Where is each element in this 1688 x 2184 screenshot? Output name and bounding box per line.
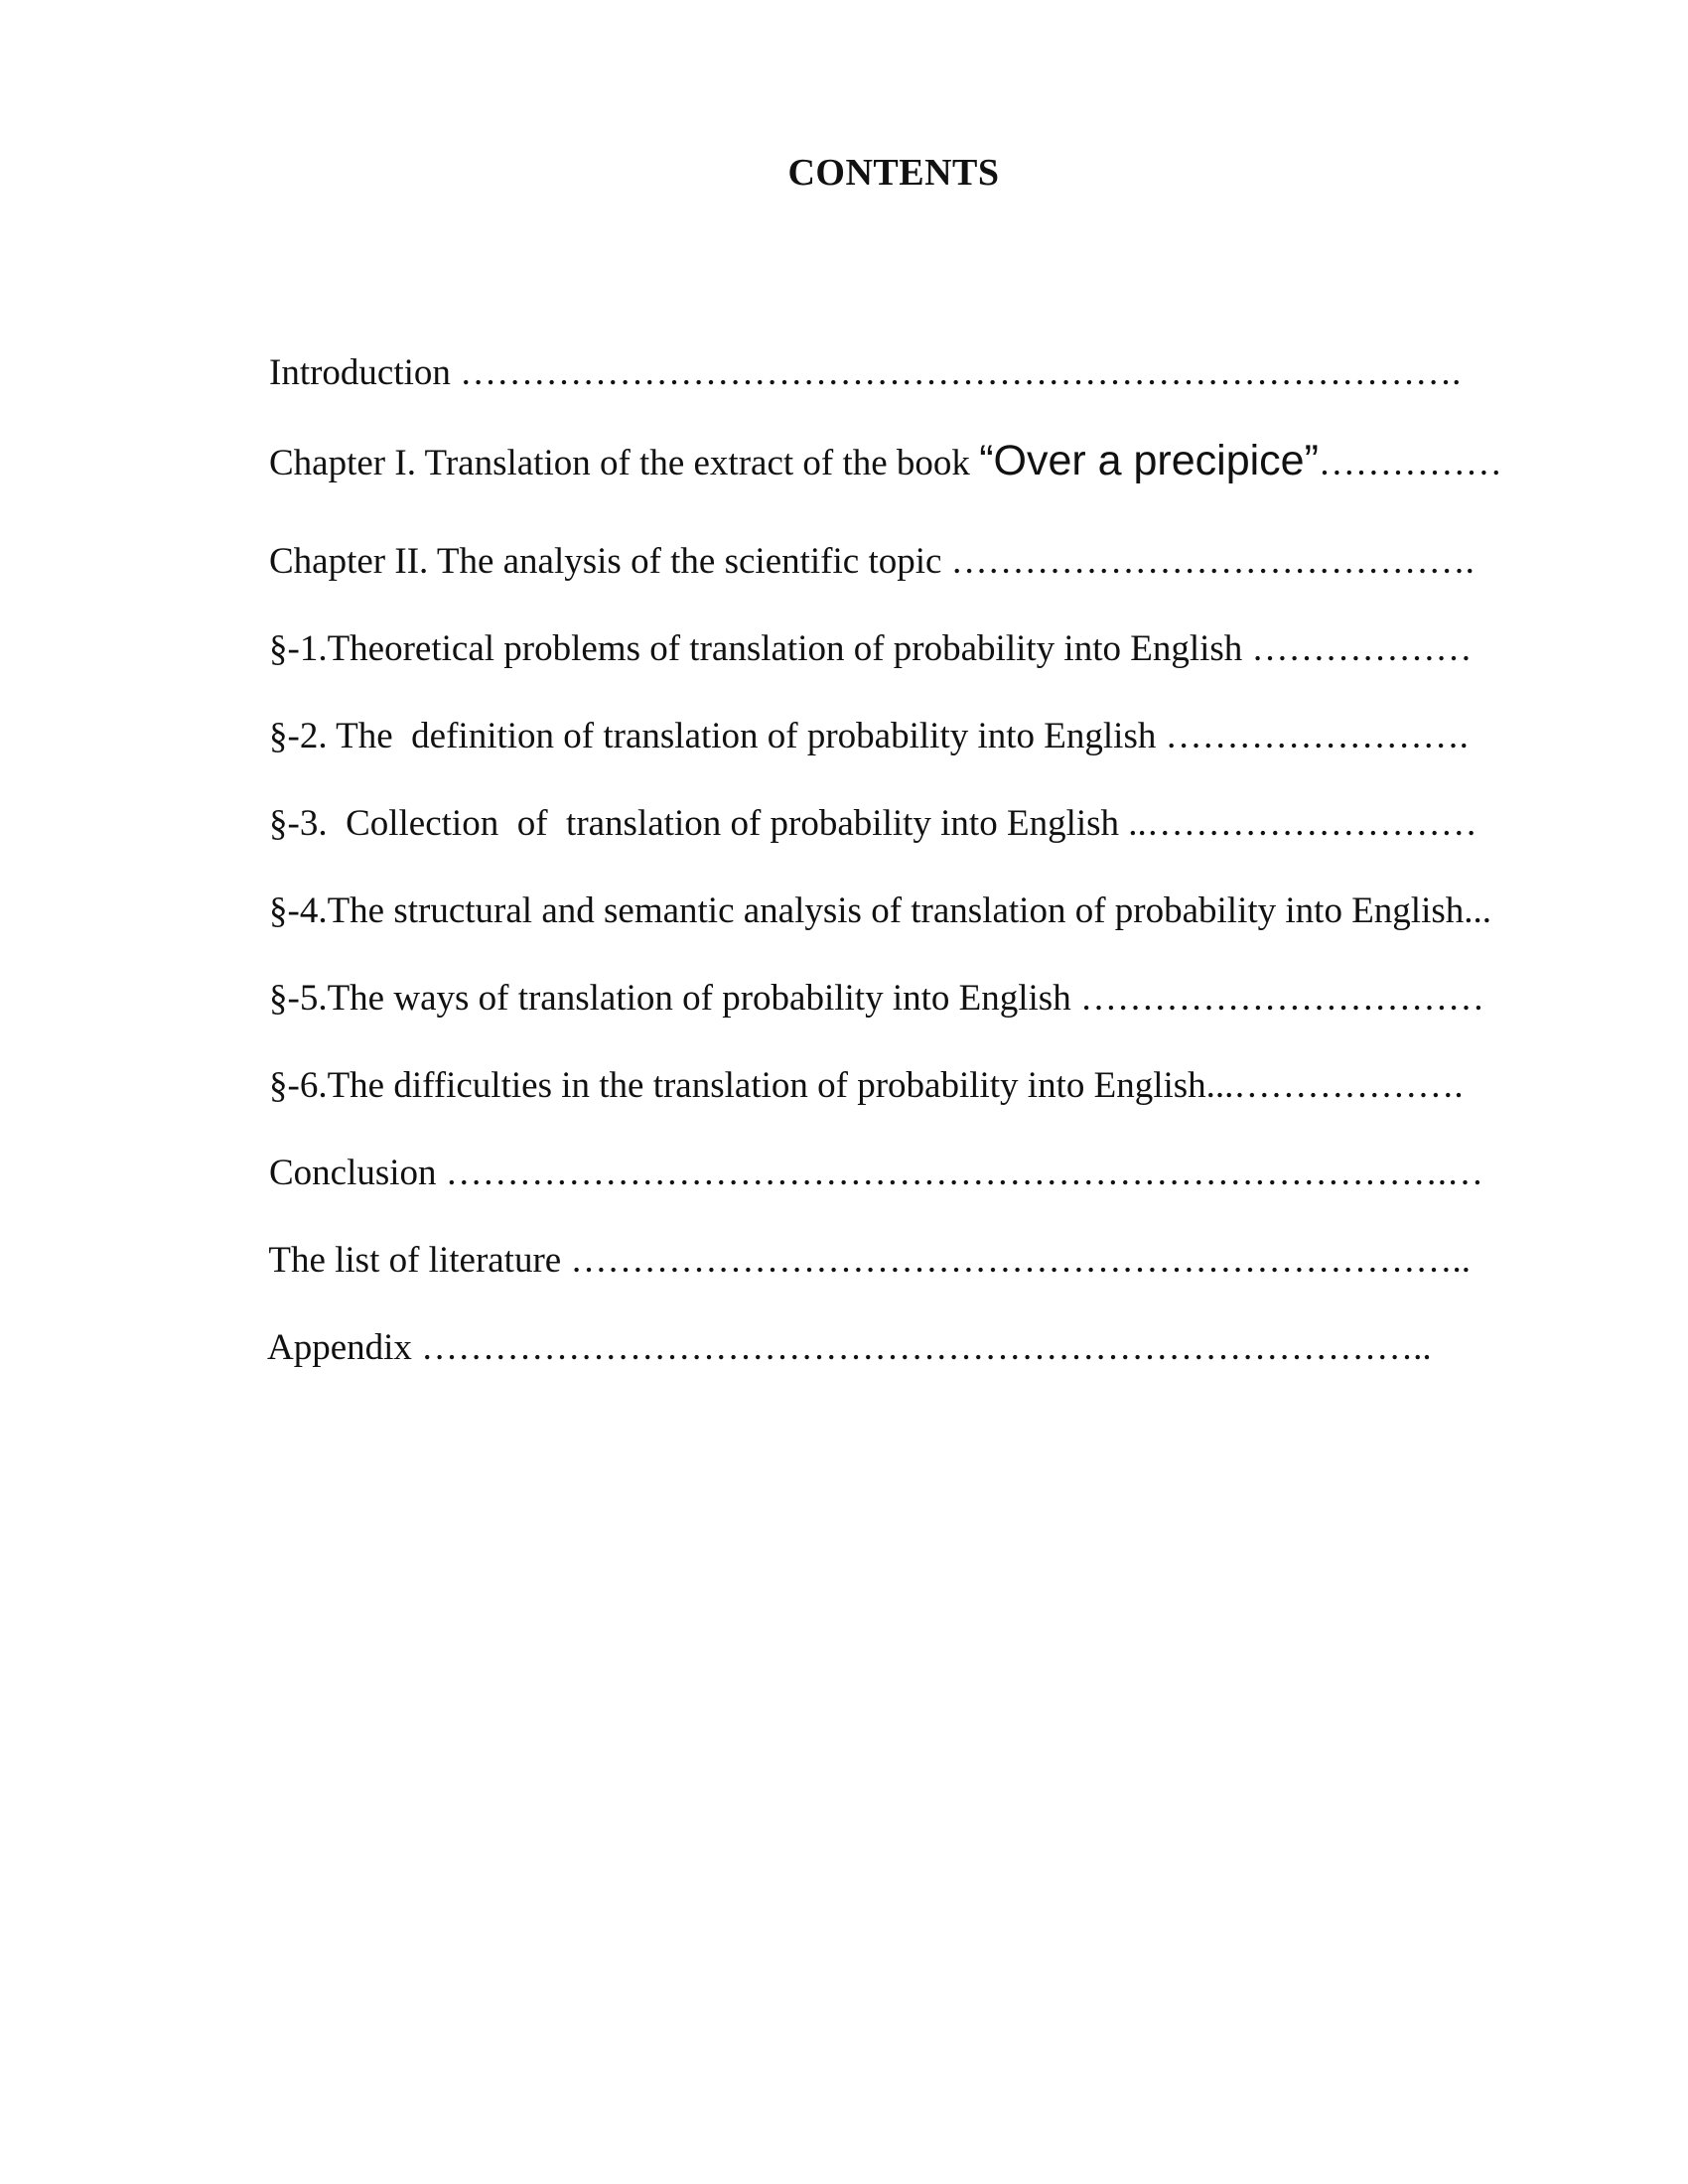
book-title-quote: “Over a precipice”	[979, 437, 1319, 484]
toc-entry-text: §-6.The difficulties in the translation of probability into English...……………….	[269, 1065, 1464, 1106]
toc-entry-text: Chapter II. The analysis of the scientific topic …………………………………….	[269, 541, 1475, 582]
toc-entry-text: Conclusion ……………………………………………………………………….…	[269, 1153, 1484, 1193]
toc-entry-text: §-3. Collection of translation of probability into English ..………………………	[269, 803, 1477, 844]
toc-entry-text: Appendix ………………………………………………………………………..	[266, 1327, 1432, 1368]
toc-entry-leader: ……………	[1318, 443, 1502, 483]
toc-entry-text: §-5.The ways of translation of probability into English ……………………………	[269, 978, 1484, 1019]
toc-entry-text: §-1.Theoretical problems of translation of probability into English ………………	[269, 628, 1473, 669]
toc-entry-text: The list of literature ………………………………………………………………..	[268, 1240, 1471, 1281]
toc-entry-text: §-2. The definition of translation of probability into English …………………….	[269, 716, 1469, 756]
toc-entry-appendix	[232, 1283, 1432, 1414]
toc-entry-text: Introduction ……………………………………………………………………….	[269, 352, 1462, 393]
toc-entry-text: §-4.The structural and semantic analysis of translation of probability into English...	[269, 890, 1492, 931]
page-title: CONTENTS	[787, 152, 1000, 194]
toc-entry-text: Chapter I. Translation of the extract of the book	[269, 443, 980, 483]
